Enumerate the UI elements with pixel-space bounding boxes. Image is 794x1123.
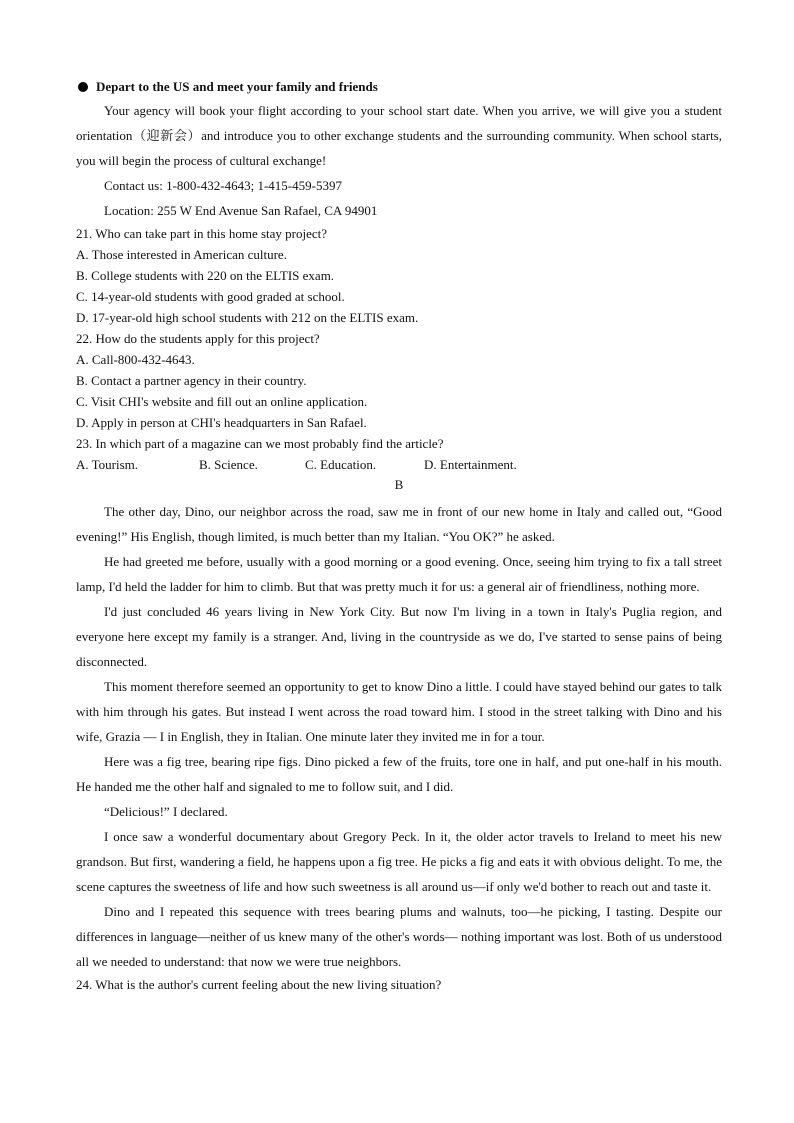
option-21-c: C. 14-year-old students with good graded at school. xyxy=(76,289,345,304)
story-paragraph-2: He had greeted me before, usually with a good morning or a good evening. Once, seeing him trying to fix a tall street lamp, I'd held the ladder for him to climb. But that was pretty much it for us: a general air of friendliness, nothing more. xyxy=(76,554,722,594)
option-22-c: C. Visit CHI's website and fill out an online application. xyxy=(76,394,368,409)
option-22-b: B. Contact a partner agency in their country. xyxy=(76,373,307,388)
option-23-c: C. Education. xyxy=(305,457,377,472)
intro-paragraph: Your agency will book your flight according to your school start date. When you arrive, we will give you a student orientation（迎新会）and introduce you to other exchange students and the surrounding community. When school starts, you will begin the process of cultural exchange! xyxy=(76,103,722,168)
story-paragraph-8: Dino and I repeated this sequence with trees bearing plums and walnuts, too—he picking, I tasting. Despite our differences in language—neither of us knew many of the other's words— nothing important was lost. Both of us understood all we needed to understand: that now we were true neighbors. xyxy=(76,904,722,969)
story-paragraph-6: “Delicious!” I declared. xyxy=(104,804,228,819)
story-paragraph-1: The other day, Dino, our neighbor across the road, saw me in front of our new home in Italy and called out, “Good evening!” His English, though limited, is much better than my Italian. “You OK?” he asked. xyxy=(76,504,722,544)
question-24: 24. What is the author's current feeling about the new living situation? xyxy=(76,977,442,992)
question-23: 23. In which part of a magazine can we most probably find the article? xyxy=(76,436,444,451)
heading-text: Depart to the US and meet your family and friends xyxy=(96,79,378,94)
options-23 xyxy=(76,454,722,475)
option-23-b: B. Science. xyxy=(199,457,258,472)
contact-line: Contact us: 1-800-432-4643; 1-415-459-5397 xyxy=(104,178,342,193)
option-21-d: D. 17-year-old high school students with 212 on the ELTIS exam. xyxy=(76,310,419,325)
document-page xyxy=(76,76,722,995)
section-b-label: B xyxy=(394,477,404,492)
story-paragraph-5: Here was a fig tree, bearing ripe figs. Dino picked a few of the fruits, tore one in half, and put one-half in his mouth. He handed me the other half and signaled to me to follow suit, and I did. xyxy=(76,754,722,794)
story-paragraph-3: I'd just concluded 46 years living in New York City. But now I'm living in a town in Italy's Puglia region, and everyone here except my family is a stranger. And, living in the countryside as we do, I've started to sense pains of being disconnected. xyxy=(76,604,722,669)
bullet-icon xyxy=(78,82,88,92)
option-21-a: A. Those interested in American culture. xyxy=(76,247,287,262)
question-22: 22. How do the students apply for this project? xyxy=(76,331,320,346)
option-21-b: B. College students with 220 on the ELTIS exam. xyxy=(76,268,335,283)
option-22-a: A. Call-800-432-4643. xyxy=(76,352,195,367)
question-21: 21. Who can take part in this home stay project? xyxy=(76,226,328,241)
option-23-a: A. Tourism. xyxy=(76,457,139,472)
location-line: Location: 255 W End Avenue San Rafael, CA 94901 xyxy=(104,203,378,218)
story-paragraph-7: I once saw a wonderful documentary about Gregory Peck. In it, the older actor travels to Ireland to meet his new grandson. But first, wandering a field, he happens upon a fig tree. He picks a fig and eats it with obvious delight. To me, the scene captures the sweetness of life and how such sweetness is all around us—if only we'd bother to reach out and taste it. xyxy=(76,829,722,894)
option-22-d: D. Apply in person at CHI's headquarters in San Rafael. xyxy=(76,415,367,430)
section-heading xyxy=(76,76,722,98)
option-23-d: D. Entertainment. xyxy=(424,457,517,472)
story-paragraph-4: This moment therefore seemed an opportunity to get to know Dino a little. I could have stayed behind our gates to talk with him through his gates. But instead I went across the road toward him. I stood in the street talking with Dino and his wife, Grazia — I in English, they in Italian. One minute later they invited me in for a tour. xyxy=(76,679,722,744)
